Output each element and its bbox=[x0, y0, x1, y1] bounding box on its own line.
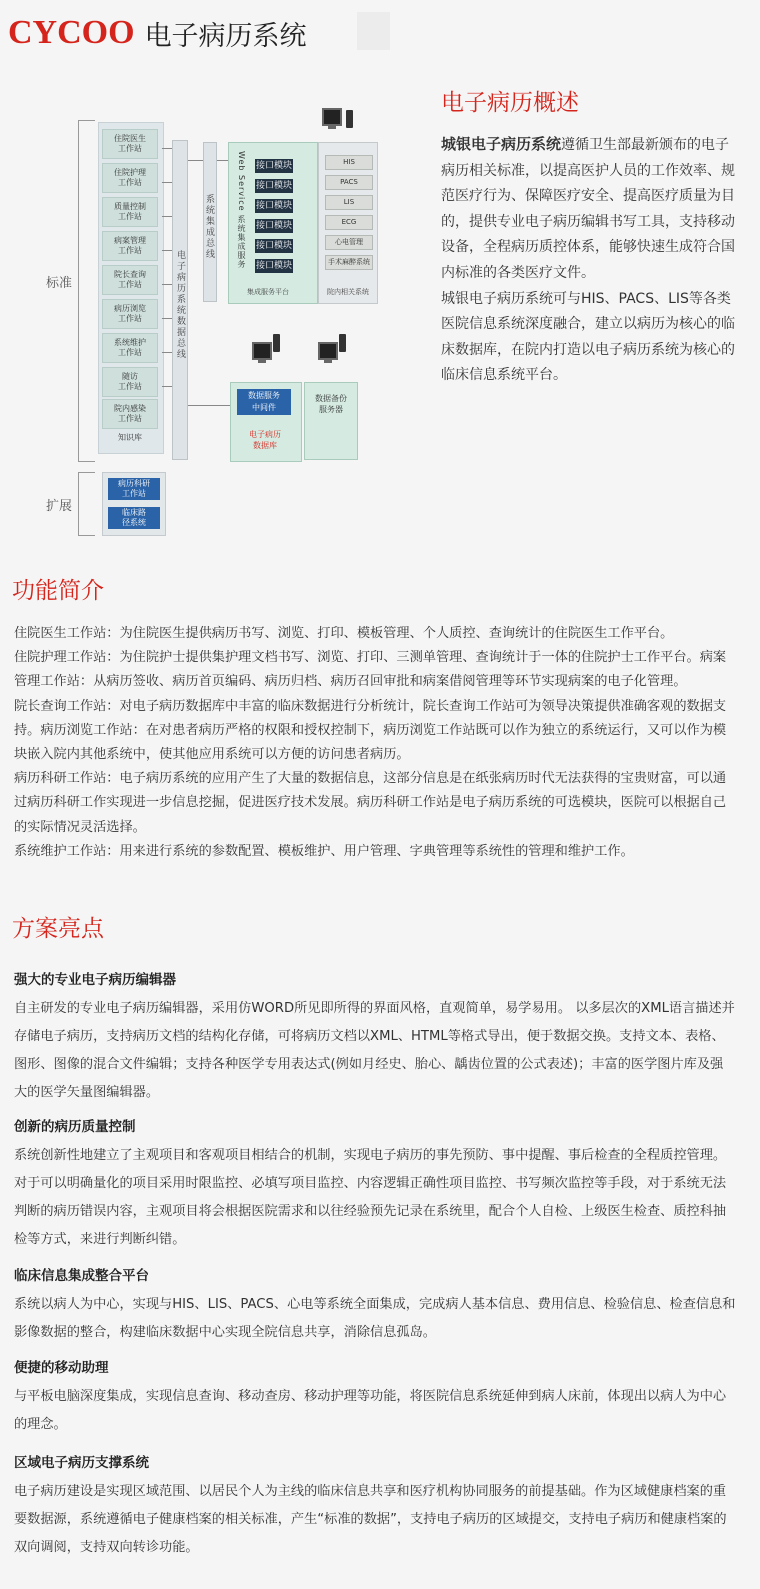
workstation-item: 病历浏览 工作站 bbox=[102, 299, 158, 329]
highlight-item bbox=[14, 1266, 736, 1347]
highlights-title: 方案亮点 bbox=[12, 916, 104, 942]
connector-line bbox=[188, 405, 230, 406]
highlight-title: 创新的病历质量控制 bbox=[14, 1119, 136, 1135]
interface-module: 接口模块 bbox=[255, 261, 292, 271]
database-panel bbox=[230, 382, 302, 462]
function-paragraph: 住院护理工作站：为住院护士提供集护理文档书写、浏览、打印、三测单管理、查询统计于一体的住院护士工作平台。病案管理工作站：从病历签收、病历首页编码、病历归档、病历召回审批和病案借阅管理等环节实现病案的电子化管理。 bbox=[14, 650, 727, 690]
workstation-item: 院内感染 工作站 bbox=[102, 399, 158, 429]
highlight-title: 强大的专业电子病历编辑器 bbox=[14, 972, 176, 988]
architecture-diagram bbox=[40, 100, 440, 540]
highlight-item bbox=[14, 1117, 736, 1254]
web-service-label: Web Service 系统集成服务 bbox=[237, 151, 246, 270]
function-paragraph: 系统维护工作站：用来进行系统的参数配置、模板维护、用户管理、字典管理等系统性的管理和维护工作。 bbox=[14, 843, 634, 859]
brand-logo: CYCOO bbox=[8, 14, 135, 51]
function-paragraph: 住院医生工作站：为住院医生提供病历书写、浏览、打印、模板管理、个人质控、查询统计的住院医生工作平台。 bbox=[14, 626, 674, 641]
overview-title: 电子病历概述 bbox=[441, 90, 579, 116]
connector-line bbox=[162, 148, 172, 149]
workstation-item: 院长查询 工作站 bbox=[102, 265, 158, 295]
workstation-item: 随访 工作站 bbox=[102, 367, 158, 397]
workstation-item: 知识库 bbox=[118, 433, 142, 442]
workstation-item: 住院护理 工作站 bbox=[102, 163, 158, 193]
connector-line bbox=[162, 284, 172, 285]
connector-line bbox=[188, 160, 203, 161]
workstation-column bbox=[98, 122, 164, 454]
computer-icon bbox=[318, 342, 338, 360]
connector-line bbox=[162, 216, 172, 217]
overview-paragraph-2: 城银电子病历系统可与HIS、PACS、LIS等各类医院信息系统深度融合，建立以病历为核心的临床数据库，在院内打造以电子病历系统为核心的临床信息系统平台。 bbox=[441, 290, 735, 384]
integration-platform-caption: 集成服务平台 bbox=[247, 288, 289, 296]
standard-tag: 标准 bbox=[46, 276, 73, 291]
computer-tower-icon bbox=[273, 334, 280, 352]
connector-line bbox=[162, 352, 172, 353]
related-system-item: 心电管理 bbox=[325, 235, 373, 250]
highlight-body: 与平板电脑深度集成，实现信息查询、移动查房、移动护理等功能，将医院信息系统延伸到病人床前，体现出以病人为中心的理念。 bbox=[14, 1389, 727, 1432]
computer-tower-icon bbox=[346, 110, 353, 128]
interface-module: 接口模块 bbox=[255, 161, 292, 171]
workstation-item: 质量控制 工作站 bbox=[102, 197, 158, 227]
backup-server-panel: 数据备份 服务器 bbox=[304, 382, 358, 460]
connector-line bbox=[162, 318, 172, 319]
extend-tag: 扩展 bbox=[46, 499, 73, 514]
extension-panel bbox=[102, 472, 166, 536]
interface-module: 接口模块 bbox=[255, 241, 292, 251]
header-placeholder-box bbox=[357, 12, 390, 50]
emr-database-label: 电子病历 数据库 bbox=[249, 430, 281, 450]
extension-item: 病历科研 工作站 bbox=[108, 478, 160, 500]
related-systems-caption: 院内相关系统 bbox=[327, 288, 369, 296]
page-header bbox=[8, 10, 307, 56]
standard-bracket bbox=[78, 120, 95, 462]
workstation-item: 住院医生 工作站 bbox=[102, 129, 158, 159]
function-paragraph: 病历科研工作站：电子病历系统的应用产生了大量的数据信息，这部分信息是在纸张病历时代无法获得的宝贵财富，可以通过病历科研工作实现进一步信息挖掘，促进医疗技术发展。病历科研工作站是电子病历系统的可选模块，医院可以根据自己的实际情况灵活选择。 bbox=[14, 771, 727, 835]
connector-line bbox=[162, 386, 172, 387]
extension-item: 临床路 径系统 bbox=[108, 507, 160, 529]
functions-text bbox=[14, 622, 736, 864]
highlight-item bbox=[14, 970, 736, 1107]
overview-text bbox=[441, 132, 735, 389]
data-bus-bar: 电子病历系统数据总线 bbox=[172, 140, 188, 460]
overview-paragraph-1 bbox=[441, 132, 735, 287]
workstation-item: 系统维护 工作站 bbox=[102, 333, 158, 363]
computer-tower-icon bbox=[339, 334, 346, 352]
highlight-title: 区域电子病历支撑系统 bbox=[14, 1455, 149, 1471]
computer-icon bbox=[322, 108, 342, 126]
connector-line bbox=[217, 160, 228, 161]
related-system-item: 手术麻醉系统 bbox=[325, 255, 373, 270]
extend-bracket bbox=[78, 472, 95, 536]
related-system-item: LIS bbox=[325, 195, 373, 210]
related-system-item: PACS bbox=[325, 175, 373, 190]
overview-paragraph-1-text: 遵循卫生部最新颁布的电子病历相关标准，以提高医护人员的工作效率、规范医疗行为、保障医疗安全、提高医疗质量为目的，提供专业电子病历编辑书写工具，支持移动设备，全程病历质控体系，能够快速生成符合国内标准的各类医疗文件。 bbox=[441, 137, 735, 281]
highlight-body: 自主研发的专业电子病历编辑器，采用仿WORD所见即所得的界面风格，直观简单，易学易用。 以多层次的XML语言描述并存储电子病历，支持病历文档的结构化存储，可将病历文档以XML、HTML等格式导出，便于数据交换。支持文本、表格、图形、图像的混合文件编辑；支持各种医学专用表达式(例如月经史、胎心、龋齿位置的公式表述)；丰富的医学图片库及强大的医学矢量图编辑器。 bbox=[14, 1001, 735, 1100]
connector-line bbox=[162, 182, 172, 183]
highlight-body: 电子病历建设是实现区域范围、以居民个人为主线的临床信息共享和医疗机构协同服务的前提基础。作为区域健康档案的重要数据源，系统遵循电子健康档案的相关标准，产生“标准的数据”，支持电子病历的区域提交，支持电子病历和健康档案的双向调阅，支持双向转诊功能。 bbox=[14, 1484, 727, 1555]
highlight-body: 系统以病人为中心，实现与HIS、LIS、PACS、心电等系统全面集成，完成病人基本信息、费用信息、检验信息、检查信息和影像数据的整合，构建临床数据中心实现全院信息共享，消除信息孤岛。 bbox=[14, 1297, 736, 1340]
related-system-item: HIS bbox=[325, 155, 373, 170]
related-system-item: ECG bbox=[325, 215, 373, 230]
function-paragraph: 院长查询工作站：对电子病历数据库中丰富的临床数据进行分析统计，院长查询工作站可为领导决策提供准确客观的数据支持。病历浏览工作站：在对患者病历严格的权限和授权控制下，病历浏览工作站既可以作为独立的系统运行，又可以作为模块嵌入院内其他系统中，使其他应用系统可以方便的访问患者病历。 bbox=[14, 698, 727, 763]
middleware-box: 数据服务 中间件 bbox=[237, 389, 291, 415]
highlight-item bbox=[14, 1453, 736, 1562]
connector-line bbox=[162, 250, 172, 251]
highlight-item bbox=[14, 1358, 736, 1439]
highlight-title: 临床信息集成整合平台 bbox=[14, 1268, 149, 1284]
overview-product-name: 城银电子病历系统 bbox=[441, 135, 562, 153]
interface-module: 接口模块 bbox=[255, 181, 292, 191]
web-service-panel bbox=[228, 142, 318, 304]
page-title: 电子病历系统 bbox=[144, 20, 307, 52]
integration-bus-bar: 系统集成总线 bbox=[203, 142, 217, 302]
interface-module: 接口模块 bbox=[255, 201, 292, 211]
interface-module: 接口模块 bbox=[255, 221, 292, 231]
highlight-title: 便捷的移动助理 bbox=[14, 1360, 109, 1376]
related-systems-panel bbox=[318, 142, 378, 304]
functions-title: 功能简介 bbox=[12, 578, 104, 604]
computer-icon bbox=[252, 342, 272, 360]
workstation-item: 病案管理 工作站 bbox=[102, 231, 158, 261]
highlight-body: 系统创新性地建立了主观项目和客观项目相结合的机制，实现电子病历的事先预防、事中提醒、事后检查的全程质控管理。对于可以明确量化的项目采用时限监控、必填写项目监控、内容逻辑正确性项目监控、书写频次监控等手段，对于系统无法判断的病历错误内容，主观项目将会根据医院需求和以往经验预先记录在系统里，配合个人自检、上级医生检查、质控科抽检等方式，来进行判断纠错。 bbox=[14, 1148, 727, 1247]
